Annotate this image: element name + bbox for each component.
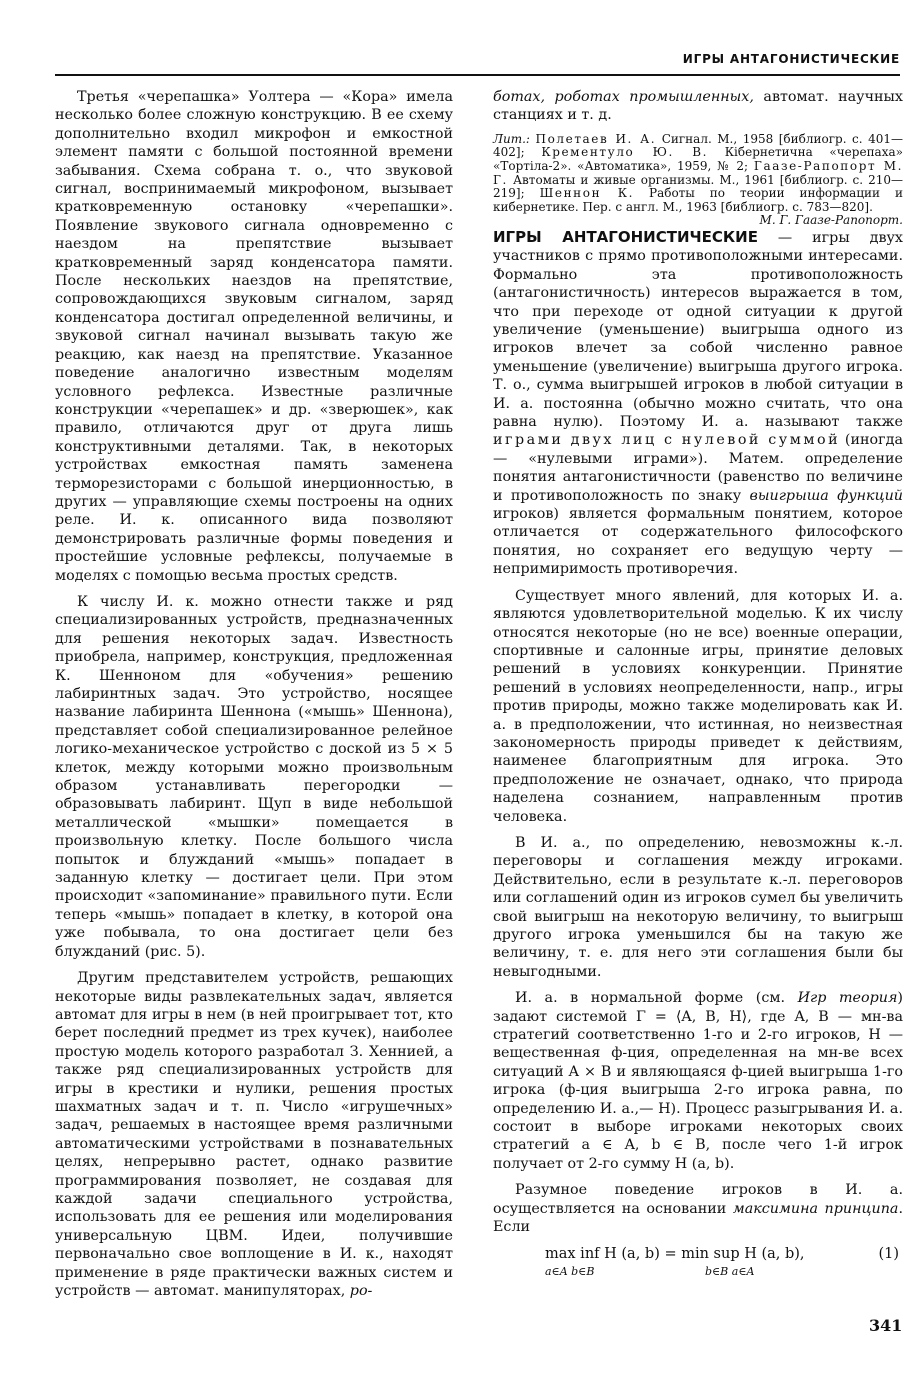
author: Полетаев И. А. [535,131,657,146]
running-head: ИГРЫ АНТАГОНИСТИЧЕСКИЕ [682,52,900,66]
author: Крементуло Ю. В. [541,145,709,160]
entry-term: ИГРЫ АНТАГОНИСТИЧЕСКИЕ [493,227,758,246]
italic-term: ботах, роботах промышленных, [493,89,754,105]
paragraph-text: Другим представителем устройств, решающих некоторые виды развлекательных задач, является автомат для игры в нем (в ней проигрывает тот, кто берет последний предмет из трех кучек), наиболее простую модель которого разработал З. Хеннией, а также ряд специализированных устройств для игры в крестики и нулики, решения простых шахматных задач и т. п. Число «игрушечных» задач, решаемых в настоящее время различными автоматическими устройствами в познавательных целях, непрерывно растет, однако развитие программирования позволяет, не создавая для каждой задачи специального устройства, использовать для ее решения или моделирования универсальную ЦВМ. Идеи, получившие первоначально свое воплощение в И. к., находят применение в ряде практически важных систем и устройств — автомат. манипуляторах, [55,970,453,1299]
reference: Автоматы и живые организмы. М., 1961 [библиогр. с. 210—219]; [493,172,903,201]
right-column [493,88,903,1285]
reference: Работы по теории информации и кибернетике. Пер. с англ. М., 1963 [библиогр. с. 783—820]. [493,186,903,214]
entry-definition: ИГРЫ АНТАГОНИСТИЧЕСКИЕ — игры двух участников с прямо противоположными интересами. Формально эта противоположность (антагонистичность) интересов выражается в том, что при переходе от одной ситуации к другой увеличение (уменьшение) выигрыша одного из игроков влечет за собой численно равное уменьшение (увеличение) выигрыша другого игрока. Т. о., сумма выигрышей игроков в любой ситуации в И. а. постоянна (обычно можно считать, что она равна нулю). Поэтому И. а. называют также играми двух лиц с нулевой суммой (иногда — «нулевыми играми»). Матем. определение понятия антагонистичности (равенство по величине и противоположность по знаку выигрыша функций игроков) является формальным понятием, которое отличается от содержательного философского понятия, но сохраняет его ведущую черту — непримиримость противоречия. [493,227,903,578]
formula-expression: max inf H (a, b) = min sup H (a, b), [545,1245,805,1262]
reference: Сигнал. М., 1958 [библиогр. с. 401—402]; [493,131,903,160]
italic-term: выигрыша функций [749,487,903,504]
paragraph: Разумное поведение игроков в И. а. осуществляется на основании максимина принципа. Если [493,1182,904,1236]
italic-term: Игр теория [797,990,898,1007]
paragraph [55,969,453,1300]
bibliography-label: Лит.: [493,131,530,146]
formula [493,1245,903,1285]
paragraph: Существует много явлений, для которых И. а. являются удовлетворительной моделью. К их числу относятся некоторые (но не все) военные операции, спортивные и салонные игры, принятие деловых решений в условиях конкуренции. Принятие решений в условиях неопределенности, напр., игры против природы, можно также моделировать как И. а. в предположении, что истинная, но неизвестная закономерность природы приведет к действиям, наименее благоприятным для игрока. Это предположение не означает, однако, что природа наделена сознанием, направленным против человека. [493,587,903,825]
page-number: 341 [869,1316,903,1335]
author-signature: М. Г. Гаазе-Рапопорт. [759,213,903,228]
paragraph: И. а. в нормальной форме (см. Игр теория) задают системой Γ = ⟨A, B, H⟩, где A, B — мн-ва стратегий соответственно 1-го и 2-го игроков, H — вещественная ф-ция, определенная на мн-ве всех ситуаций A × B и являющаяся ф-цией выигрыша 1-го игрока (ф-ция выигрыша 2-го игрока равна, по определению И. а.,— H). Процесс разыгрывания И. а. состоит в выборе игроками некоторых своих стратегий a ∈ A, b ∈ B, после чего 1-й игрок получает от 2-го сумму H (a, b). [493,990,903,1172]
bibliography [493,131,903,228]
paragraph: В И. а., по определению, невозможны к.-л. переговоры и соглашения между игроками. Действительно, если в результате к.-л. переговоров или соглашений один из игроков сумел бы увеличить свой выигрыш на некоторую величину, то выигрыш другого игрока уменьшился бы на такую же величину, т. е. для него эти соглашения были бы невыгодными. [493,834,903,980]
left-column [55,88,453,1308]
formula-subscript-left: a∈A b∈B [545,1264,595,1278]
formula-number: (1) [878,1245,899,1262]
paragraph: Третья «черепашка» Уолтера — «Кора» имела несколько более сложную конструкцию. В ее схему дополнительно входил микрофон и емкостной элемент памяти с большой постоянной времени забывания. Схема собрана т. о., что звуковой сигнал, воспринимаемый микрофоном, вызывает кратковременную остановку «черепашки». Появление звукового сигнала одновременно с наездом на препятствие вызывает кратковременный заряд конденсатора памяти. После нескольких наездов на препятствие, сопровождающихся звуковым сигналом, заряд конденсатора достигал определенной величины, и звуковой сигнал начинал вызывать такую же реакцию, как наезд на препятствие. Указанное поведение аналогично известным моделям условного рефлекса. Известные различные конструкции «черепашек» и др. «зверюшек», как правило, отличаются друг от друга лишь конструктивными деталями. Так, в некоторых устройствах емкостная память заменена терморезисторами с большой инерционностью, в других — управляющие схемы построены на одних реле. И. к. описанного вида позволяют демонстрировать различные формы поведения и простейшие условные рефлексы, получаемые в моделях с помощью весьма простых средств. [55,89,453,584]
italic-term: ро- [349,1283,373,1299]
reference: Кібернетична «черепаха» «Tортiла-2». «Автоматика», 1959, № 2; [493,145,903,173]
italic-term: максимина принципа [732,1200,899,1217]
page-header [55,48,900,76]
paragraph: К числу И. к. можно отнести также и ряд специализированных устройств, предназначенных для решения некоторых задач. Известность приобрела, например, конструкция, предложенная К. Шенноном для «обучения» решению лабиринтных задач. Это устройство, носящее название лабиринта Шеннона («мышь» Шеннона), представляет собой специализированное релейное логико-механическое устройство с доской из 5 × 5 клеток, между которыми можно произвольным образом устанавливать перегородки — образовывать лабиринт. Щуп в виде небольшой металлической «мышки» помещается в произвольную клетку. После большого числа попыток и блужданий «мышь» попадает в заданную клетку — достигает цели. При этом происходит «запоминание» правильного пути. Если теперь «мышь» попадает в клетку, в которой она уже побывала, то она достигает цели без блужданий (рис. 5). [55,593,453,960]
paragraph-continuation [493,88,903,125]
author: Шеннон К. [539,186,635,201]
spaced-term: играми двух лиц с нулевой суммой [493,432,841,449]
paragraph-text: автомат. научных станциях и т. д. [493,89,903,124]
author: Гаазе-Рапопорт М. Г. [493,159,903,187]
formula-subscript-right: b∈B a∈A [705,1264,755,1278]
